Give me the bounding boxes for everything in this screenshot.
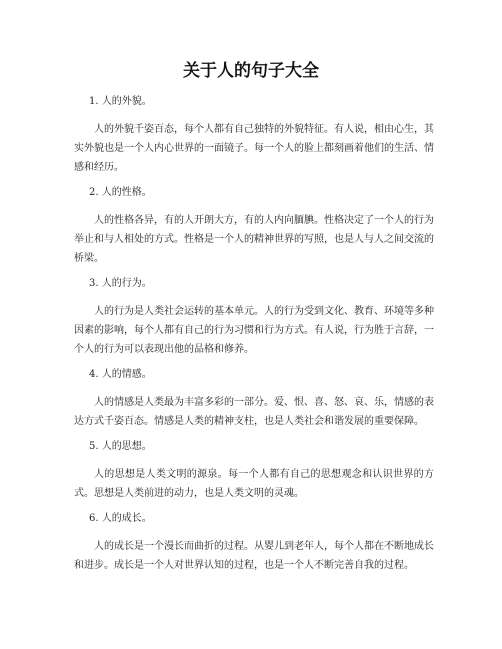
section-paragraph: 人的成长是一个漫长而曲折的过程。从婴儿到老年人，每个人都在不断地成长和进步。成长是一个人对世界认知的过程，也是一个人不断完善自我的过程。: [74, 541, 434, 571]
section-4: [74, 367, 434, 439]
section-paragraph: 人的思想是人类文明的源泉。每一个人都有自己的思想观念和认识世界的方式。思想是人类前进的动力，也是人类文明的灵魂。: [74, 469, 434, 499]
document-content: [74, 94, 434, 575]
section-1: [74, 94, 434, 185]
section-heading: 4. 人的情感。: [89, 369, 152, 380]
section-6: [74, 511, 434, 575]
page-title: 关于人的句子大全: [183, 61, 319, 81]
section-heading: 1. 人的外貌。: [89, 96, 152, 107]
section-paragraph: 人的情感是人类最为丰富多彩的一部分。爱、恨、喜、怒、哀、乐，情感的表达方式千姿百态。情感是人类的精神支柱，也是人类社会和谐发展的重要保障。: [74, 397, 434, 427]
section-heading: 3. 人的行为。: [89, 278, 152, 289]
section-paragraph: 人的行为是人类社会运转的基本单元。人的行为受到文化、教育、环境等多种因素的影响，每个人都有自己的行为习惯和行为方式。有人说，行为胜于言辞，一个人的行为可以表现出他的品格和修养。: [74, 306, 434, 355]
section-heading: 2. 人的性格。: [89, 187, 152, 198]
section-paragraph: 人的外貌千姿百态，每个人都有自己独特的外貌特征。有人说，相由心生，其实外貌也是一个人内心世界的一面镜子。每一个人的脸上都刻画着他们的生活、情感和经历。: [74, 124, 434, 173]
section-paragraph: 人的性格各异，有的人开朗大方，有的人内向腼腆。性格决定了一个人的行为举止和与人相处的方式。性格是一个人的精神世界的写照，也是人与人之间交流的桥梁。: [74, 215, 434, 264]
section-2: [74, 185, 434, 276]
section-3: [74, 276, 434, 367]
section-5: [74, 439, 434, 511]
section-heading: 6. 人的成长。: [89, 513, 152, 524]
section-heading: 5. 人的思想。: [89, 441, 152, 452]
